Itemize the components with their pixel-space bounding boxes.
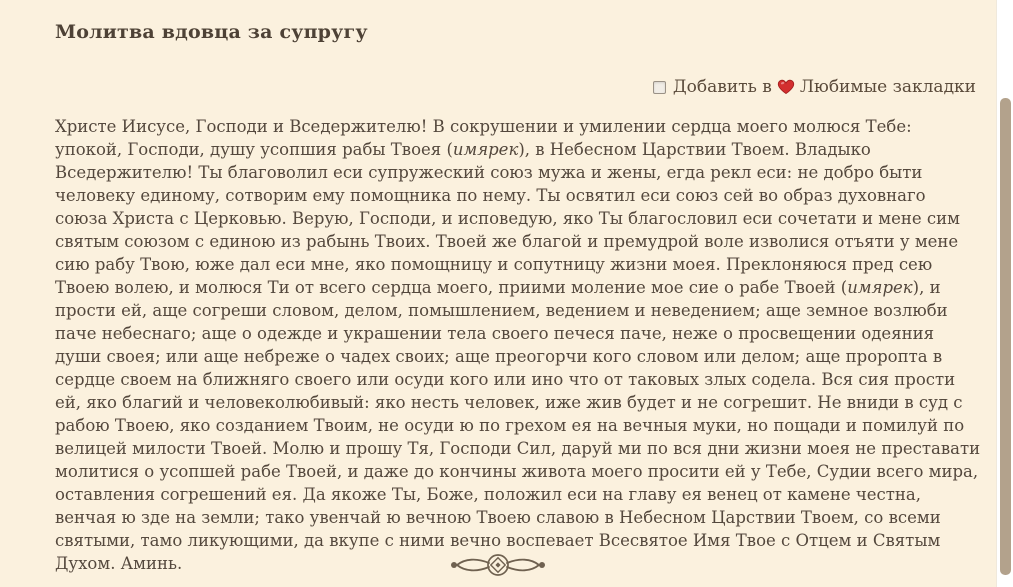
prayer-segment: ), в Небесном Царствии Твоем. Владыко Вседержителю! Ты благоволил еси супружеский союз мужа и жены, егда рекл еси: не добро быти человеку единому, сотворим ему помощника по нему. Ты освятил еси союз сей во образ духовнаго союза Христа с Церковью. Верую, Господи, и исповедую, яко Ты благословил еси сочетати и мене сим святым союзом с единою из рабынь Твоих. Твоей же благой и премудрой воле изволися отъяти у мене сию рабу Твою, юже дал еси мне, яко помощницу и сопутницу жизни моея. Преклоняюся пред сею Твоею волею, и молюся Ти от всего сердца моего, приими моление мое сие о рабе Твоей ( xyxy=(55,140,960,297)
prayer-text xyxy=(55,115,981,575)
bookmark-label-prefix: Добавить в xyxy=(672,77,772,97)
prayer-segment-italic: имярек xyxy=(847,278,913,297)
prayer-segment: ), и прости ей, аще согреши словом, делом, помышлением, ведением и неведением; аще земное возлюби паче небеснаго; аще о одежде и украшении тела своего печеся паче, неже о просвещении одеяния души своея; или аще небреже о чадех своих; аще преогорчи кого словом или делом; аще проропта в сердце своем на ближняго своего или осуди кого или ино что от таковых злых содела. Вся сия прости ей, яко благий и человеколюбивый: яко несть человек, иже жив будет и не согрешит. Не вниди в суд с рабою Твоею, яко созданием Твоим, не осуди ю по грехом ея на вечныя муки, но пощади и помилуй по велицей милости Твоей. Молю и прошу Тя, Господи Сил, даруй ми по вся дни жизни моея не преставати молитися о усопшей рабе Твоей, и даже до кончины живота моего просити ей у Тебе, Судии всего мира, оставления согрешений ея. Да якоже Ты, Боже, положил еси на главу ея венец от камене честна, венчая ю зде на земли; тако увенчай ю вечною Твоею славою в Небесном Царствии Твоем, со всеми святыми, тамо ликующими, да вкупе с ними вечно воспевает Всесвятое Имя Твое с Отцем и Святым Духом. Аминь. xyxy=(55,278,981,573)
prayer-segment: Христе Иисусе, Господи и Вседержителю! В сокрушении и умилении сердца моего молюся Тебе: упокой, Господи, душу усопшия рабы Твоея ( xyxy=(55,117,912,159)
page-title: Молитва вдовца за супругу xyxy=(55,21,368,43)
bookmark-label[interactable] xyxy=(673,77,976,97)
add-bookmark-checkbox[interactable] xyxy=(653,81,666,94)
prayer-segment-italic: имярек xyxy=(452,140,519,159)
flourish-divider-icon xyxy=(450,551,546,579)
bookmark-control xyxy=(55,77,976,97)
heart-icon xyxy=(777,79,795,95)
bookmark-label-suffix: Любимые закладки xyxy=(799,77,976,97)
ornament-divider xyxy=(0,551,996,583)
scrollbar-thumb[interactable] xyxy=(1000,98,1011,575)
scrollbar-track[interactable] xyxy=(996,0,1013,587)
